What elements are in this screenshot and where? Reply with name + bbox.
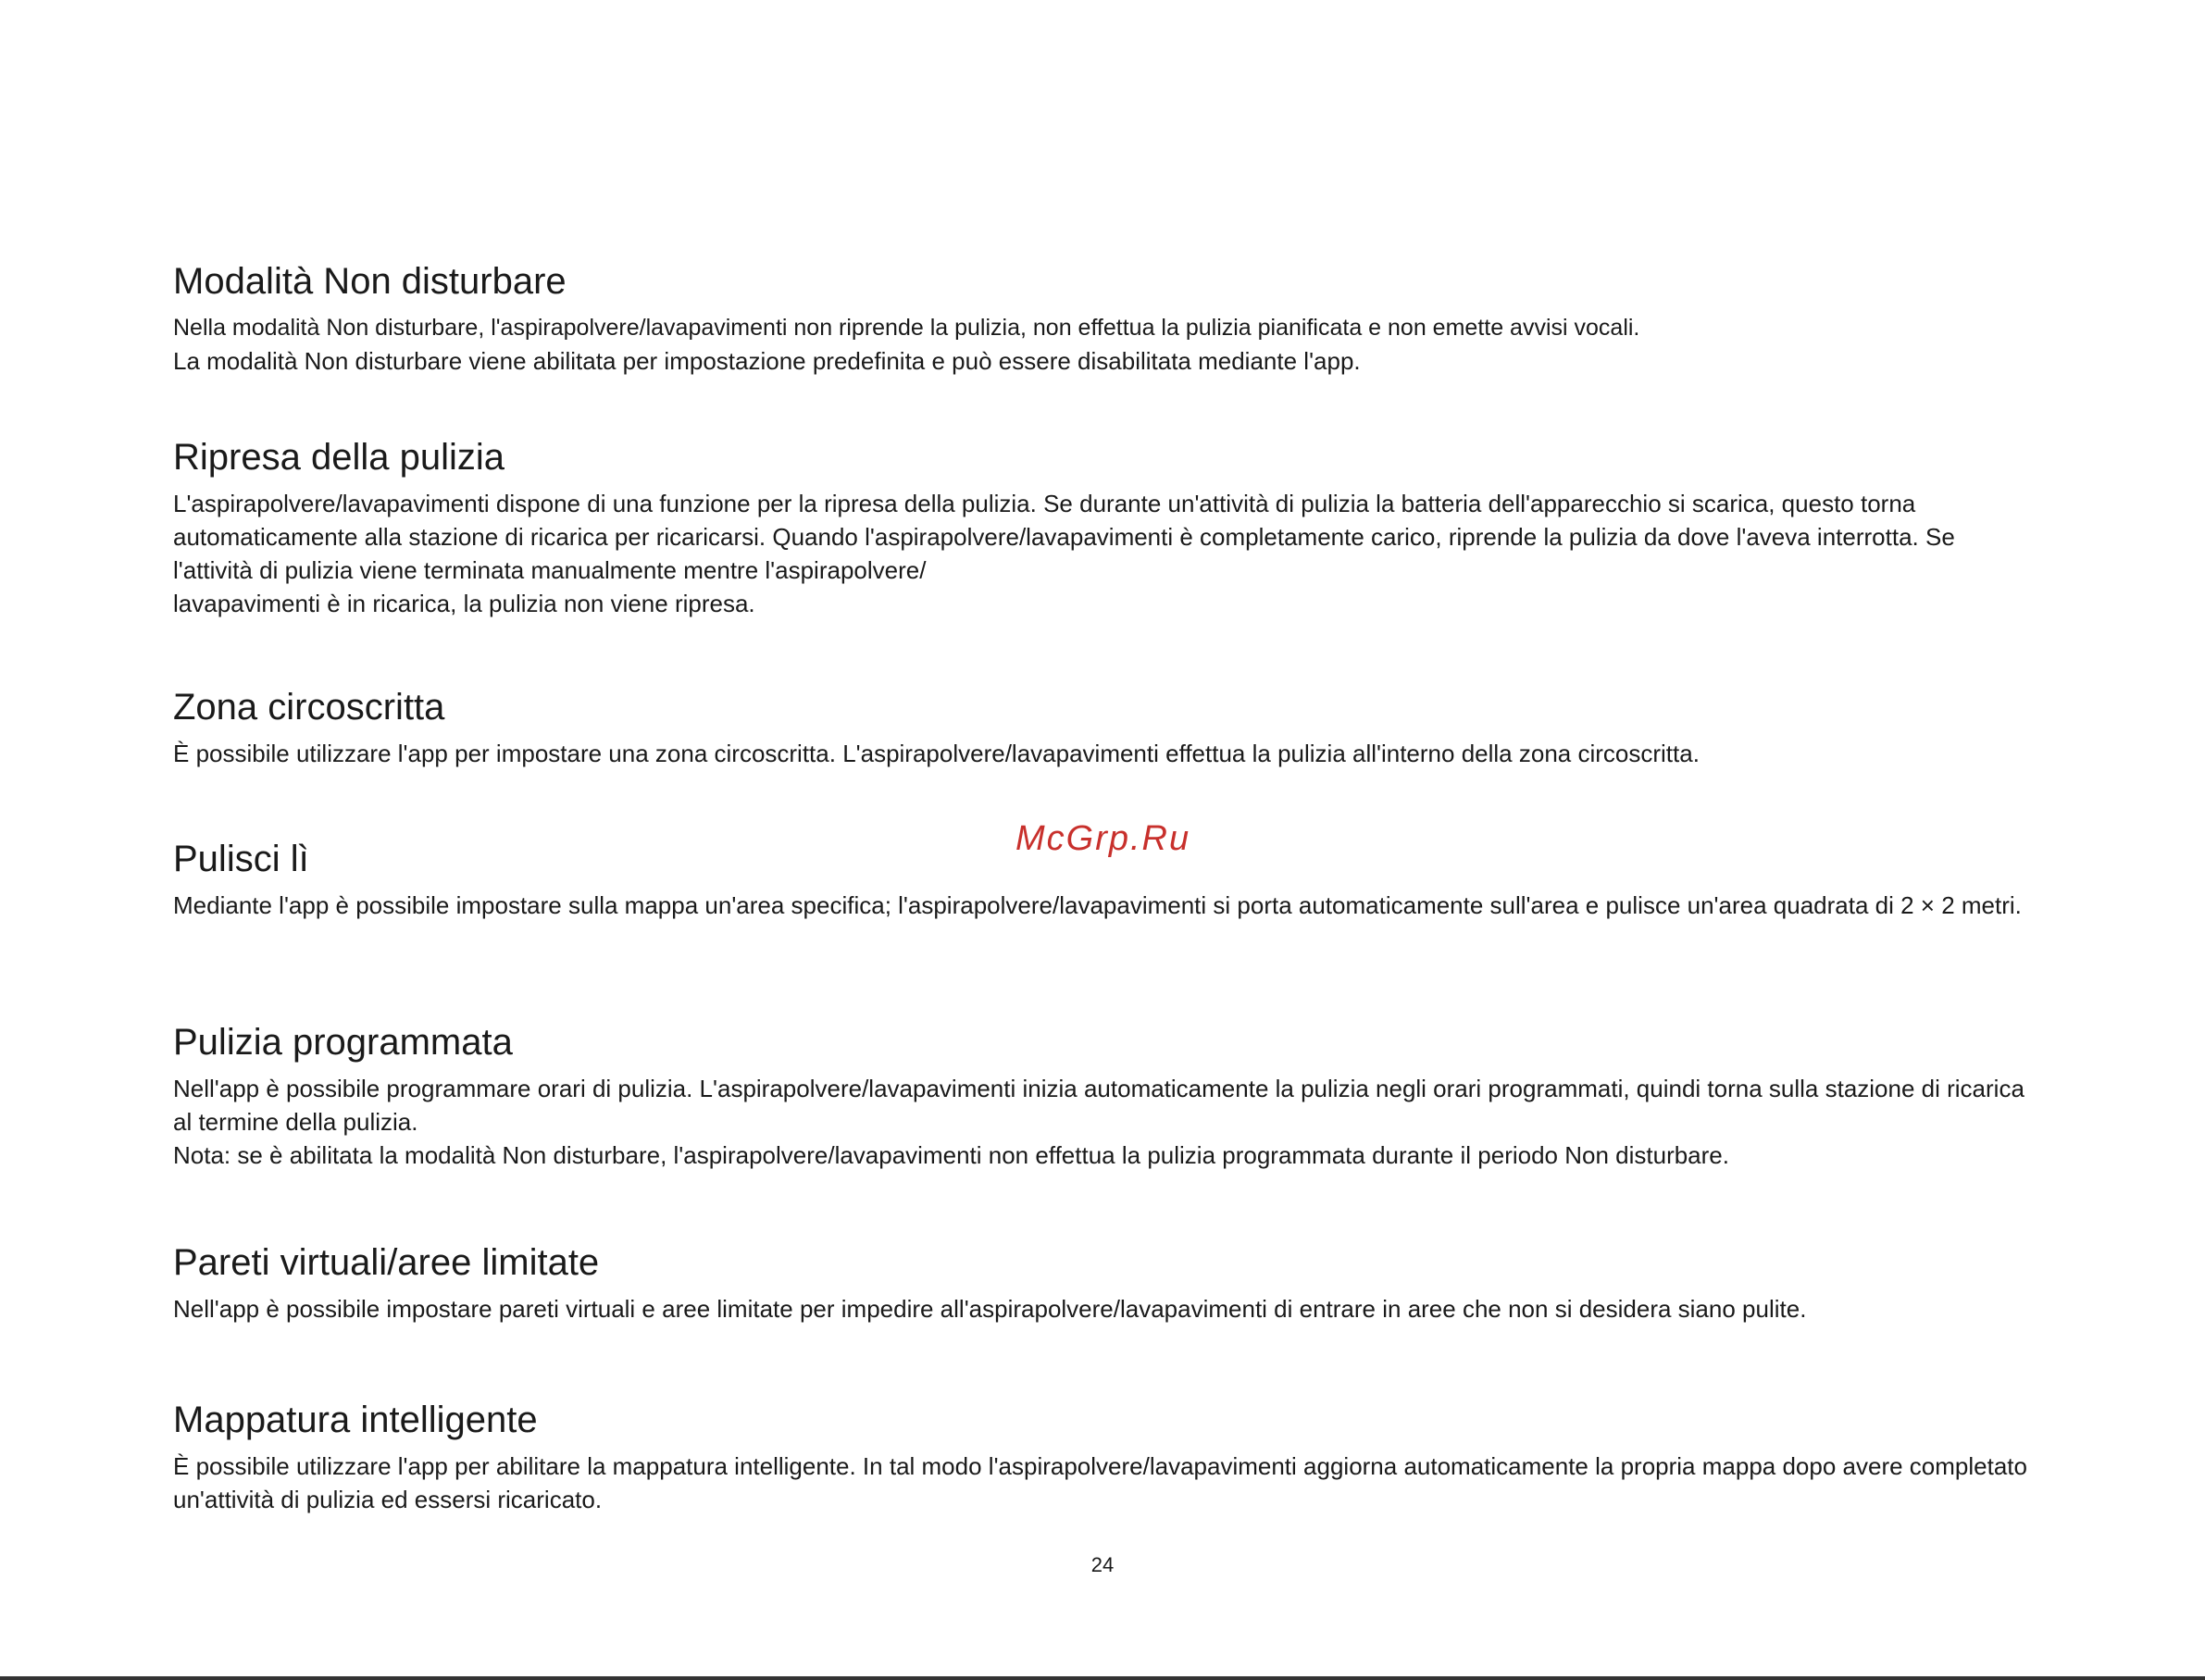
section-paragraph: Nella modalità Non disturbare, l'aspirapolvere/lavapavimenti non riprende la pulizia, non effettua la pulizia pianificata e non emette avvisi vocali. <box>173 315 1640 341</box>
section-paragraph: L'aspirapolvere/lavapavimenti dispone di una funzione per la ripresa della pulizia. Se durante un'attività di pulizia la batteria dell'apparecchio si scarica, questo torna automaticamente alla stazione di ricarica per ricaricarsi. Quando l'aspirapolvere/lavapavimenti è completamente carico, riprende la pulizia da dove l'aveva interrotta. Se l'attività di pulizia viene terminata manualmente mentre l'aspirapolvere/ <box>173 490 1955 584</box>
section-paragraph: È possibile utilizzare l'app per impostare una zona circoscritta. L'aspirapolvere/lavapavimenti effettua la pulizia all'interno della zona circoscritta. <box>173 740 1700 767</box>
section-title: Pulizia programmata <box>173 1022 513 1063</box>
section-paragraph: Nell'app è possibile programmare orari di pulizia. L'aspirapolvere/lavapavimenti inizia automaticamente la pulizia negli orari programmati, quindi torna sulla stazione di ricarica al termine della pulizia. <box>173 1075 2024 1136</box>
section-title: Modalità Non disturbare <box>173 261 567 302</box>
section-title: Mappatura intelligente <box>173 1400 538 1440</box>
section-resume-cleaning <box>173 435 2043 620</box>
watermark-text: McGrp.Ru <box>1015 819 1191 858</box>
section-scheduled-cleaning <box>173 1020 2043 1172</box>
section-paragraph: Nota: se è abilitata la modalità Non disturbare, l'aspirapolvere/lavapavimenti non effettua la pulizia programmata durante il periodo Non disturbare. <box>173 1141 1729 1169</box>
section-title: Pulisci lì <box>173 839 309 879</box>
section-title: Ripresa della pulizia <box>173 437 505 478</box>
page-number: 24 <box>1090 1553 1115 1576</box>
section-title: Pareti virtuali/aree limitate <box>173 1242 600 1283</box>
bottom-rule <box>0 1676 2205 1680</box>
section-do-not-disturb <box>173 259 2043 378</box>
section-paragraph: lavapavimenti è in ricarica, la pulizia non viene ripresa. <box>173 590 755 617</box>
section-paragraph: Nell'app è possibile impostare pareti virtuali e aree limitate per impedire all'aspirapolvere/lavapavimenti di entrare in aree che non si desidera siano pulite. <box>173 1295 1807 1323</box>
section-paragraph: Mediante l'app è possibile impostare sulla mappa un'area specifica; l'aspirapolvere/lavapavimenti si porta automaticamente sull'area e pulisce un'area quadrata di 2 × 2 metri. <box>173 891 2022 919</box>
section-paragraph: La modalità Non disturbare viene abilitata per impostazione predefinita e può essere disabilitata mediante l'app. <box>173 347 1361 375</box>
section-title: Zona circoscritta <box>173 687 445 728</box>
section-smart-mapping <box>173 1398 2043 1516</box>
section-restricted-zone <box>173 685 2043 770</box>
section-paragraph: È possibile utilizzare l'app per abilitare la mappatura intelligente. In tal modo l'aspirapolvere/lavapavimenti aggiorna automaticamente la propria mappa dopo avere completato un'attività di pulizia ed essersi ricaricato. <box>173 1452 2027 1513</box>
section-virtual-walls <box>173 1240 2043 1325</box>
